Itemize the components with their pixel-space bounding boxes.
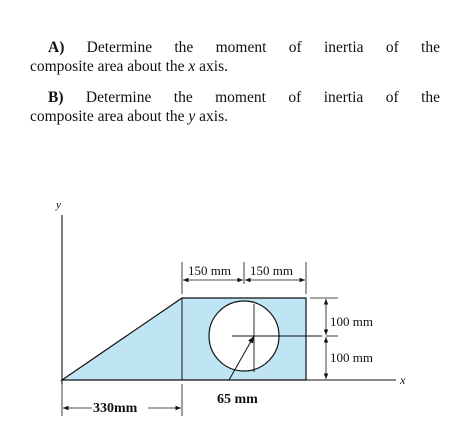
dimension-label-top-left: 150 mm	[188, 263, 231, 278]
question-b-word: moment	[215, 89, 266, 106]
question-a-line2-prefix: composite area about the	[30, 58, 185, 75]
question-b-line2-prefix: composite area about the	[30, 108, 185, 125]
dimension-label-top-right: 150 mm	[250, 263, 293, 278]
x-axis-label: x	[400, 373, 406, 387]
question-a-axis: x	[188, 58, 196, 75]
question-b-axis: y	[188, 108, 196, 125]
question-b-word: the	[173, 89, 193, 106]
question-a-word: the	[174, 39, 194, 56]
question-a-line2-suffix: axis.	[199, 58, 228, 75]
question-a-letter: A)	[48, 39, 65, 56]
question-b-word: inertia	[323, 89, 364, 106]
question-b-word: of	[385, 89, 399, 106]
question-a-word: Determine	[86, 39, 153, 56]
question-a-word: the	[421, 39, 440, 56]
question-a-word: moment	[215, 39, 267, 56]
question-a-word: of	[288, 39, 302, 56]
dimension-label-right-lower: 100 mm	[330, 350, 373, 365]
question-b-word: of	[288, 89, 302, 106]
y-axis-label: y	[56, 199, 61, 211]
dimension-label-right-upper: 100 mm	[330, 314, 373, 329]
question-b-word: the	[421, 89, 440, 106]
question-b-word: Determine	[85, 89, 152, 106]
hole-radius-label: 65 mm	[217, 392, 258, 407]
question-b-letter: B)	[48, 89, 64, 106]
question-a-word: inertia	[323, 39, 364, 56]
question-b-line2-suffix: axis.	[199, 108, 228, 125]
question-a-word: of	[385, 39, 399, 56]
dimension-label-bottom-left: 330mm	[93, 401, 138, 416]
composite-shape	[62, 298, 306, 380]
